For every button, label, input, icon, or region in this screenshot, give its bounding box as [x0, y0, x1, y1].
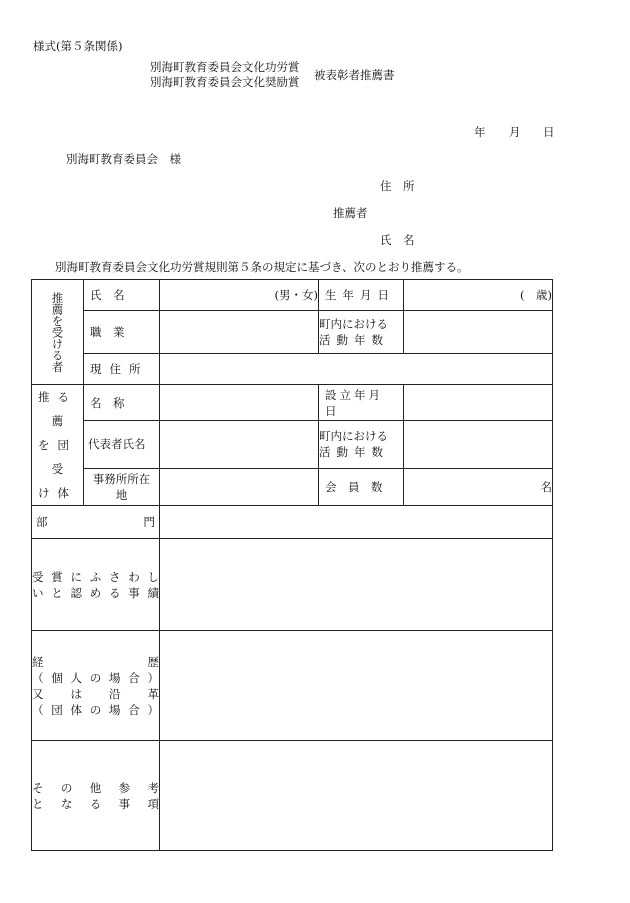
- recommender-address-label: 住 所: [380, 179, 415, 193]
- individual-row-address: [32, 354, 553, 385]
- form-label: 様式(第５条関係): [33, 39, 123, 53]
- group-row-name: [32, 385, 553, 421]
- rep-name-label: 代表者氏名: [84, 421, 160, 468]
- name-label: 氏 名: [90, 288, 125, 302]
- group-activity-years-label: 町内における 活動年数: [319, 421, 404, 468]
- office-label: 事務所所在 地: [84, 468, 160, 505]
- achievements-input[interactable]: [160, 539, 553, 631]
- individual-row-name: [32, 280, 553, 311]
- founded-input[interactable]: [404, 385, 553, 421]
- notes-row: [32, 741, 553, 851]
- members-input[interactable]: [404, 468, 553, 505]
- achievements-row: [32, 539, 553, 631]
- individual-category-label: 推薦を受ける者: [50, 291, 65, 373]
- individual-category-cell: [32, 280, 84, 385]
- group-activity-years-input[interactable]: [404, 421, 553, 468]
- division-row: [32, 506, 553, 539]
- birthdate-label: 生年月日: [325, 288, 395, 302]
- rep-name-input[interactable]: [160, 421, 319, 468]
- history-label: 経 歴 （個人の場合） 又 は 沿 革 （団体の場合）: [32, 631, 160, 741]
- notes-label: その他参考 となる事項: [32, 741, 160, 851]
- notes-input[interactable]: [160, 741, 553, 851]
- gender-text: (男・女): [274, 288, 318, 302]
- group-category-cell: [32, 385, 84, 506]
- age-text: ( 歳): [520, 288, 552, 302]
- members-unit: 名: [540, 479, 552, 494]
- intro-text: 別海町教育委員会文化功労賞規則第５条の規定に基づき、次のとおり推薦する。: [55, 260, 469, 274]
- award-names: [150, 60, 300, 90]
- occupation-input[interactable]: [160, 311, 319, 354]
- group-row-rep: [32, 421, 553, 468]
- history-input[interactable]: [160, 631, 553, 741]
- members-label: 会 員 数: [325, 479, 383, 494]
- group-row-office: [32, 468, 553, 505]
- name-input[interactable]: [160, 280, 319, 311]
- birthdate-input[interactable]: [404, 280, 553, 311]
- nomination-form-table: [31, 279, 553, 851]
- date-day: 日: [543, 125, 555, 139]
- award-merit: 別海町教育委員会文化功労賞: [150, 60, 300, 74]
- achievements-label: 受賞にふさわし いと認める事績: [32, 539, 160, 631]
- activity-years-label: 町内における 活動年数: [319, 311, 404, 354]
- org-name-input[interactable]: [160, 385, 319, 421]
- founded-label: 設立年月日: [325, 387, 383, 418]
- occupation-label: 職 業: [90, 325, 125, 339]
- award-encouragement: 別海町教育委員会文化奨励賞: [150, 75, 300, 89]
- division-input[interactable]: [160, 506, 553, 539]
- office-input[interactable]: [160, 468, 319, 505]
- division-label: 部 門: [32, 506, 160, 539]
- document-title: 被表彰者推薦書: [314, 68, 395, 82]
- current-address-input[interactable]: [160, 354, 553, 385]
- date-year: 年: [474, 125, 486, 139]
- recommender-name-label: 氏 名: [380, 233, 415, 247]
- activity-years-input[interactable]: [404, 311, 553, 354]
- date-month: 月: [509, 125, 521, 139]
- org-name-label: 名 称: [90, 395, 125, 410]
- individual-row-occupation: [32, 311, 553, 354]
- history-row: [32, 631, 553, 741]
- group-category-label: 推る 薦 を団 受 け体: [38, 390, 77, 500]
- current-address-label: 現住所: [90, 362, 149, 376]
- addressee: 別海町教育委員会 様: [66, 152, 181, 166]
- recommender-label: 推薦者: [333, 206, 368, 220]
